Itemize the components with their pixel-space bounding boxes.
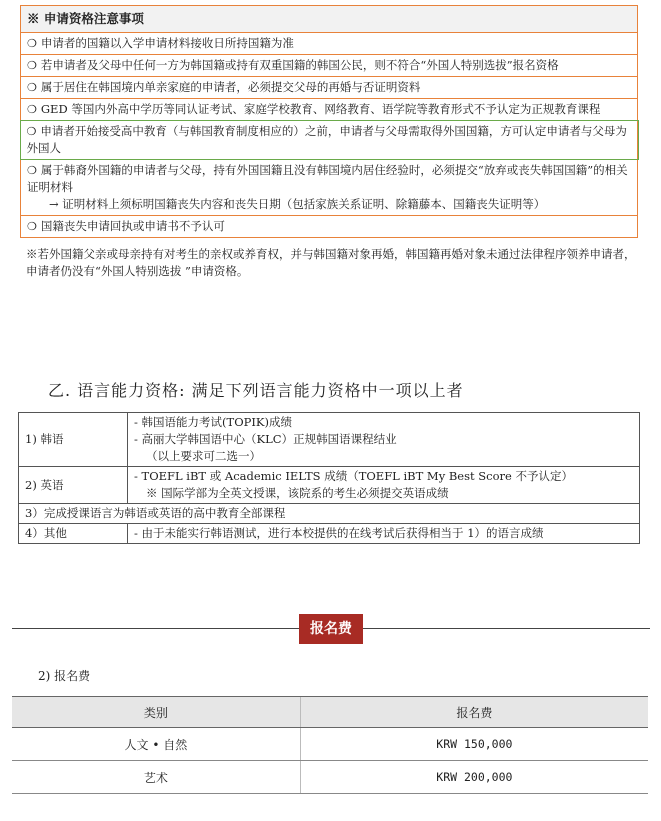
bullet-circle-icon: ❍ xyxy=(27,103,37,116)
bullet-circle-icon: ❍ xyxy=(27,59,37,72)
notice-item-text: GED 等国内外高中学历等同认证考试、家庭学校教育、网络教育、语学院等教育形式不予认定为正规教育课程 xyxy=(40,102,601,116)
notice-title: ※ 申请资格注意事项 xyxy=(21,6,637,33)
row-content xyxy=(128,413,640,467)
notice-item-text: 申请者的国籍以入学申请材料接收日所持国籍为准 xyxy=(40,36,294,50)
table-row xyxy=(19,467,640,504)
notice-item xyxy=(21,77,637,99)
notice-item xyxy=(21,99,637,121)
row-line: - TOEFL iBT 或 Academic IELTS 成绩（TOEFL iBT My Best Score 不予认定） xyxy=(134,469,573,483)
bullet-circle-icon: ❍ xyxy=(27,81,37,94)
row-full: 3）完成授课语言为韩语或英语的高中教育全部课程 xyxy=(19,504,640,524)
language-requirements-table xyxy=(18,412,640,544)
row-line: - 高丽大学韩国语中心（KLC）正规韩国语课程结业 xyxy=(134,432,397,446)
row-line: - 由于未能实行韩语测试，进行本校提供的在线考试后获得相当于 1）的语言成绩 xyxy=(134,526,544,540)
table-row xyxy=(19,524,640,544)
fee-amount: KRW 200,000 xyxy=(300,761,648,794)
table-row xyxy=(19,413,640,467)
bullet-circle-icon: ❍ xyxy=(27,163,37,177)
row-content xyxy=(128,524,640,544)
notice-item-subnote: → 证明材料上须标明国籍丧失内容和丧失日期（包括家族关系证明、除籍藤本、国籍丧失证明等） xyxy=(49,196,546,211)
row-label: 2) 英语 xyxy=(19,467,128,504)
notice-item xyxy=(21,55,637,77)
fee-amount: KRW 150,000 xyxy=(300,728,648,761)
fee-table xyxy=(12,696,648,794)
bullet-circle-icon: ❍ xyxy=(26,124,37,138)
fee-section-badge: 报名费 xyxy=(299,614,363,644)
row-line: ※ 国际学部为全英文授课，该院系的考生必须提交英语成绩 xyxy=(146,486,449,500)
row-line: - 韩国语能力考试(TOPIK)成绩 xyxy=(134,415,292,429)
fee-category: 艺术 xyxy=(12,761,300,794)
row-line: （以上要求可二选一） xyxy=(146,449,261,463)
row-content xyxy=(128,467,640,504)
notice-item-text: 若申请者及父母中任何一方为韩国籍或持有双重国籍的韩国公民，则不符合“外国人特别选拔”报名资格 xyxy=(40,58,559,72)
notice-item-text: 申请者开始接受高中教育（与韩国教育制度相应的）之前，申请者与父母需取得外国国籍，方可认定申请者与父母为外国人 xyxy=(26,123,627,155)
bullet-circle-icon: ❍ xyxy=(27,37,37,50)
notice-item-text: 属于韩裔外国籍的申请者与父母，持有外国国籍且没有韩国境内居住经验时，必须提交“放弃或丧失韩国国籍”的相关证明材料 xyxy=(27,162,628,194)
language-section-title: 乙. 语言能力资格: 满足下列语言能力资格中一项以上者 xyxy=(48,381,464,400)
table-header-row xyxy=(12,697,648,728)
notice-item-text: 国籍丧失申请回执或申请书不予认可 xyxy=(40,218,225,233)
notice-item xyxy=(21,216,637,237)
table-row xyxy=(19,504,640,524)
notice-item xyxy=(21,160,637,216)
column-header-fee: 报名费 xyxy=(300,697,648,728)
notice-item xyxy=(21,33,637,55)
table-row xyxy=(12,761,648,794)
column-header-category: 类别 xyxy=(12,697,300,728)
bullet-circle-icon: ❍ xyxy=(27,219,37,233)
row-label: 4）其他 xyxy=(19,524,128,544)
fee-category: 人文 • 自然 xyxy=(12,728,300,761)
row-label: 1) 韩语 xyxy=(19,413,128,467)
table-row xyxy=(12,728,648,761)
notice-item-highlighted xyxy=(20,120,639,160)
footnote: ※若外国籍父亲或母亲持有对考生的亲权或养育权，并与韩国籍对象再婚，韩国籍再婚对象未通过法律程序领养申请者，申请者仍没有“外国人特别选拔 ”申请资格。 xyxy=(26,247,636,278)
notice-item-text: 属于居住在韩国境内单亲家庭的申请者，必须提交父母的再婚与否证明资料 xyxy=(40,80,421,94)
eligibility-notice-box xyxy=(20,5,638,238)
fee-subheading: 2) 报名费 xyxy=(38,669,91,683)
